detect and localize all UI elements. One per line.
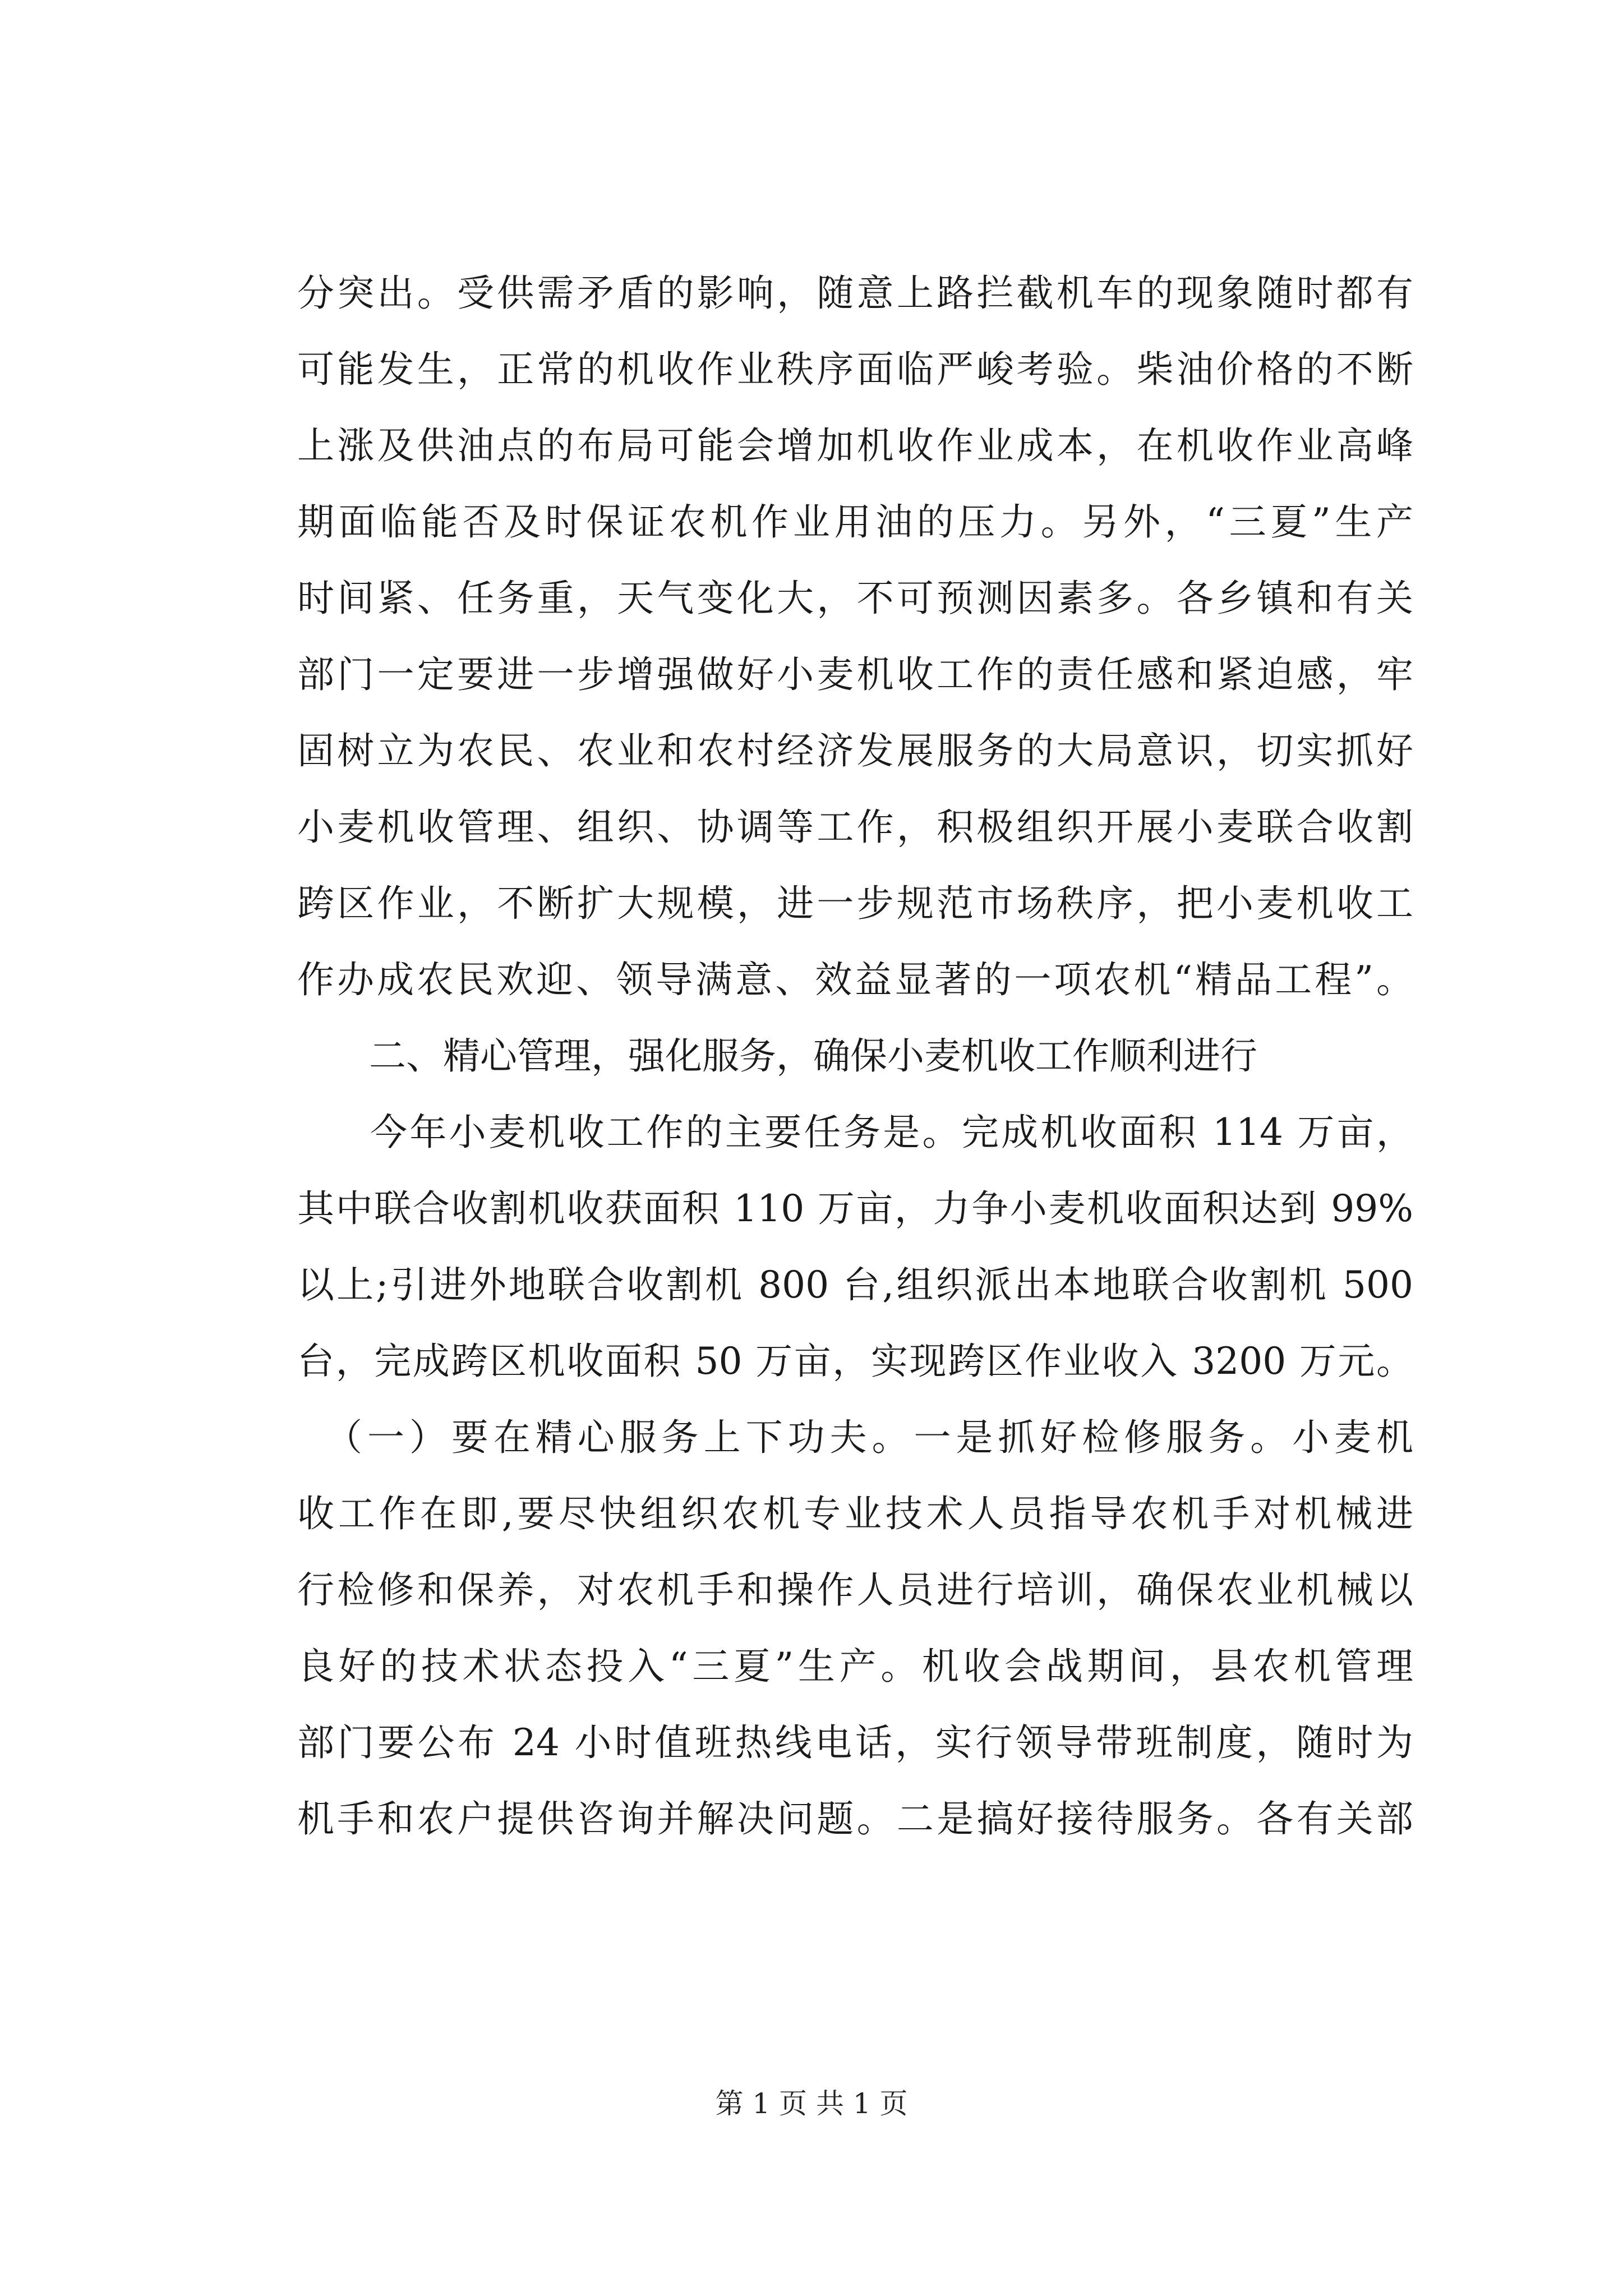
text-line: 良好的技术状态投入“三夏”生产。机收会战期间，县农机管理 (297, 1645, 1413, 1688)
text-line: 台，完成跨区机收面积 50 万亩，实现跨区作业收入 3200 万元。 (297, 1340, 1413, 1383)
section-heading: 二、精心管理，强化服务，确保小麦机收工作顺利进行 (369, 1034, 1257, 1078)
paragraph-1 (297, 255, 1413, 1018)
text-line: 收工作在即,要尽快组织农机专业技术人员指导农机手对机械进 (297, 1492, 1413, 1535)
text-line: 其中联合收割机收获面积 110 万亩，力争小麦机收面积达到 99% (297, 1187, 1413, 1230)
text-line: 今年小麦机收工作的主要任务是。完成机收面积 114 万亩， (370, 1111, 1413, 1154)
text-line: 行检修和保养，对农机手和操作人员进行培训，确保农业机械以 (297, 1568, 1413, 1612)
text-line: 以上;引进外地联合收割机 800 台,组织派出本地联合收割机 500 (297, 1263, 1413, 1306)
paragraph-3 (297, 1400, 1413, 1857)
text-line: 机手和农户提供咨询并解决问题。二是搞好接待服务。各有关部 (297, 1797, 1413, 1841)
text-line: （一）要在精心服务上下功夫。一是抓好检修服务。小麦机 (325, 1416, 1413, 1459)
text-line: 作办成农民欢迎、领导满意、效益显著的一项农机“精品工程”。 (297, 958, 1413, 1001)
text-line: 部门要公布 24 小时值班热线电话，实行领导带班制度，随时为 (297, 1721, 1413, 1764)
text-line: 小麦机收管理、组织、协调等工作，积极组织开展小麦联合收割 (297, 806, 1413, 849)
paragraph-2 (297, 1094, 1413, 1400)
text-line: 上涨及供油点的布局可能会增加机收作业成本，在机收作业高峰 (297, 424, 1413, 467)
document-body (297, 255, 1413, 1857)
text-line: 分突出。受供需矛盾的影响，随意上路拦截机车的现象随时都有 (297, 272, 1413, 315)
text-line: 部门一定要进一步增强做好小麦机收工作的责任感和紧迫感，牢 (297, 653, 1413, 696)
text-line: 跨区作业，不断扩大规模，进一步规范市场秩序，把小麦机收工 (297, 882, 1413, 925)
page-number-footer: 第 1 页 共 1 页 (715, 2087, 908, 2120)
text-line: 时间紧、任务重，天气变化大，不可预测因素多。各乡镇和有关 (297, 577, 1413, 620)
text-line: 期面临能否及时保证农机作业用油的压力。另外，“三夏”生产 (297, 500, 1413, 544)
text-line: 固树立为农民、农业和农村经济发展服务的大局意识，切实抓好 (297, 729, 1413, 772)
text-line: 可能发生，正常的机收作业秩序面临严峻考验。柴油价格的不断 (297, 348, 1413, 391)
